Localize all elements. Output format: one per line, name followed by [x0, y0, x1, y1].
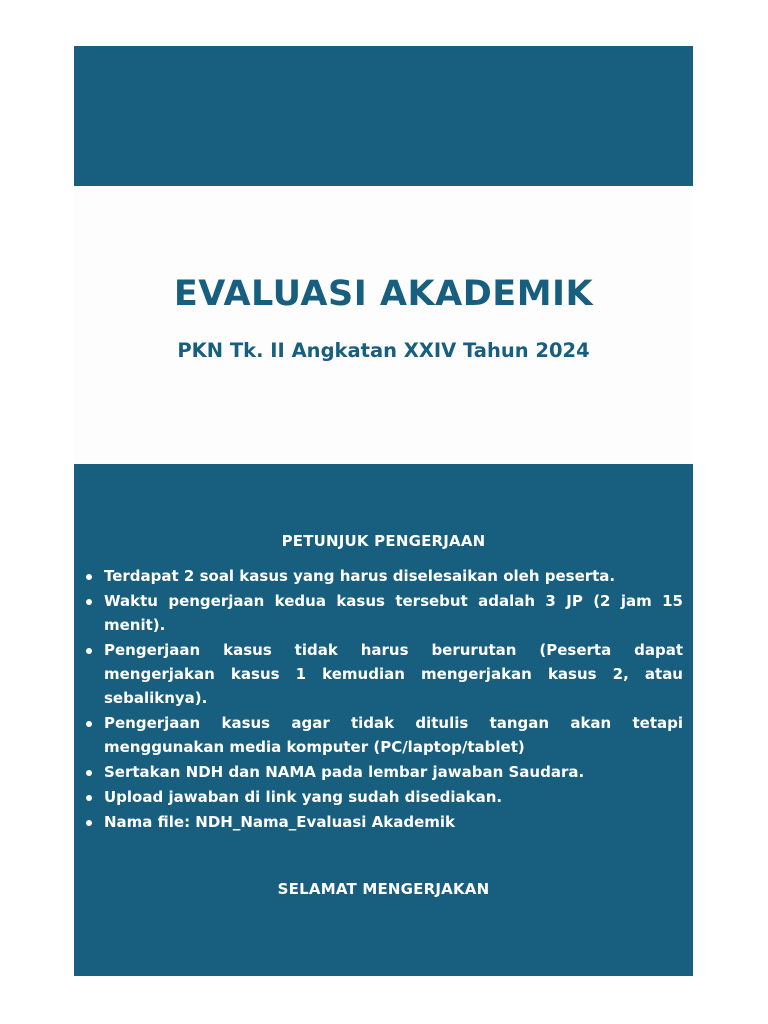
bullet-icon: [86, 795, 92, 801]
instructions-panel: [74, 464, 693, 976]
header-banner: [74, 46, 693, 186]
list-item: [82, 760, 683, 784]
list-item: [82, 638, 683, 710]
page-subtitle: PKN Tk. II Angkatan XXIV Tahun 2024: [177, 339, 590, 362]
bullet-icon: [86, 820, 92, 826]
list-item-text: Pengerjaan kasus agar tidak ditulis tangan akan tetapi menggunakan media komputer (PC/laptop/tablet): [104, 714, 683, 756]
list-item: [82, 810, 683, 834]
list-item-text: Nama file: NDH_Nama_Evaluasi Akademik: [104, 813, 456, 831]
bullet-icon: [86, 574, 92, 580]
page-title: EVALUASI AKADEMIK: [173, 274, 594, 314]
bullet-icon: [86, 648, 92, 654]
bullet-icon: [86, 599, 92, 605]
instructions-heading: PETUNJUK PENGERJAAN: [281, 532, 486, 550]
list-item-text: Sertakan NDH dan NAMA pada lembar jawaban Saudara.: [104, 763, 585, 781]
instructions-list: [82, 564, 683, 835]
list-item: [82, 785, 683, 809]
list-item-text: Pengerjaan kasus tidak harus berurutan (Peserta dapat mengerjakan kasus 1 kemudian mengerjakan kasus 2, atau sebaliknya).: [104, 641, 683, 707]
list-item-text: Waktu pengerjaan kedua kasus tersebut adalah 3 JP (2 jam 15 menit).: [104, 592, 683, 634]
list-item: [82, 711, 683, 759]
bullet-icon: [86, 770, 92, 776]
list-item: [82, 564, 683, 588]
list-item-text: Upload jawaban di link yang sudah disediakan.: [104, 788, 503, 806]
list-item: [82, 589, 683, 637]
bullet-icon: [86, 721, 92, 727]
title-section: [74, 186, 693, 464]
list-item-text: Terdapat 2 soal kasus yang harus diselesaikan oleh peserta.: [104, 567, 616, 585]
closing-message: SELAMAT MENGERJAKAN: [277, 880, 490, 898]
